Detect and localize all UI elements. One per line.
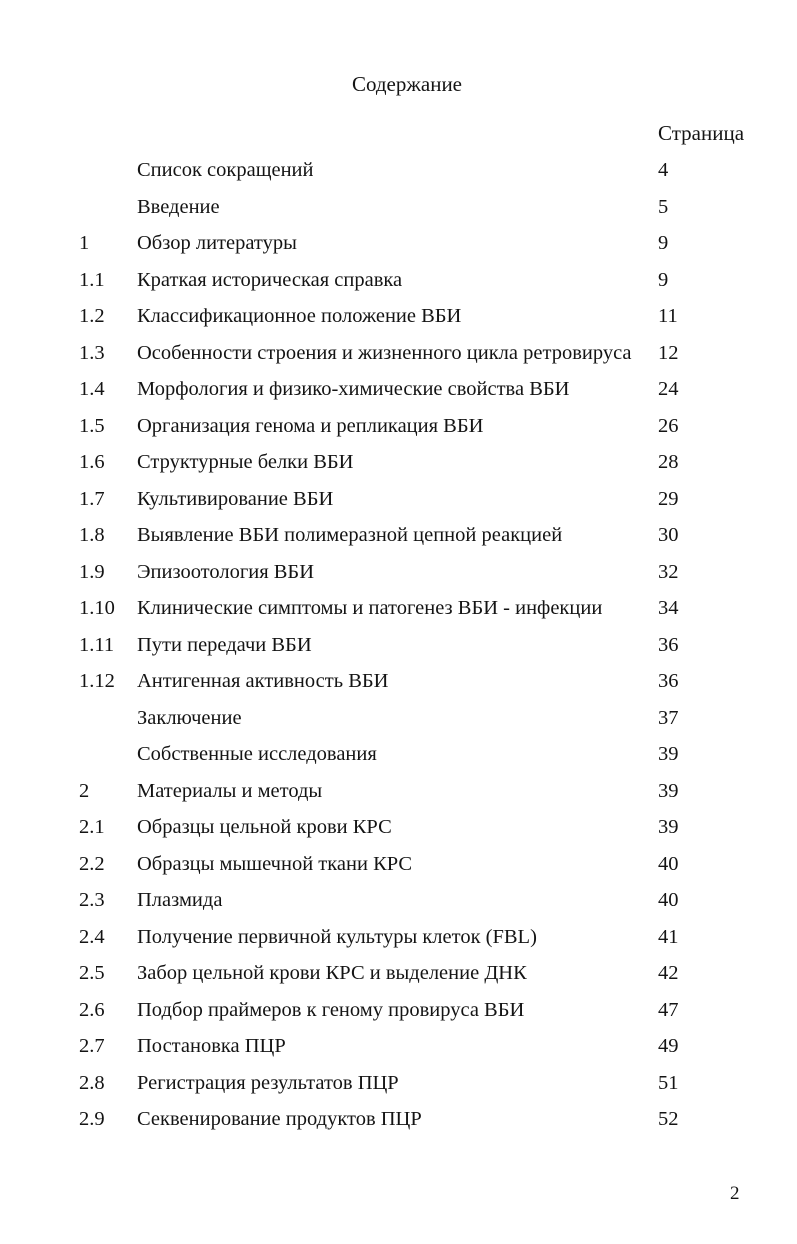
toc-row bbox=[0, 338, 797, 368]
section-page: 12 bbox=[658, 342, 679, 364]
section-title: Список сокращений bbox=[137, 159, 314, 181]
section-number: 1.10 bbox=[79, 597, 115, 619]
section-title: Эпизоотология ВБИ bbox=[137, 561, 315, 583]
section-page: 9 bbox=[658, 232, 669, 254]
toc-row bbox=[0, 1104, 797, 1134]
section-title: Постановка ПЦР bbox=[137, 1035, 286, 1057]
toc-row bbox=[0, 630, 797, 660]
section-page: 32 bbox=[658, 561, 679, 583]
section-page: 47 bbox=[658, 999, 679, 1021]
page-column-header: Страница bbox=[658, 121, 745, 145]
section-title: Собственные исследования bbox=[137, 743, 377, 765]
toc-row bbox=[0, 776, 797, 806]
toc-row bbox=[0, 155, 797, 185]
section-page: 41 bbox=[658, 926, 679, 948]
section-page: 36 bbox=[658, 670, 679, 692]
section-page: 39 bbox=[658, 743, 679, 765]
section-title: Антигенная активность ВБИ bbox=[137, 670, 389, 692]
toc-row bbox=[0, 703, 797, 733]
section-page: 39 bbox=[658, 780, 679, 802]
toc-row bbox=[0, 1031, 797, 1061]
toc-row bbox=[0, 557, 797, 587]
section-number: 2.6 bbox=[79, 999, 105, 1021]
section-page: 29 bbox=[658, 488, 679, 510]
section-page: 39 bbox=[658, 816, 679, 838]
section-title: Морфология и физико-химические свойства ВБИ bbox=[137, 378, 570, 400]
section-title: Образцы мышечной ткани КРС bbox=[137, 853, 413, 875]
toc-row bbox=[0, 1068, 797, 1098]
section-number: 1.11 bbox=[79, 634, 115, 656]
section-title: Культивирование ВБИ bbox=[137, 488, 334, 510]
section-number: 2 bbox=[79, 780, 90, 802]
section-title: Образцы цельной крови КРС bbox=[137, 816, 392, 838]
section-number: 2.1 bbox=[79, 816, 105, 838]
section-number: 2.8 bbox=[79, 1072, 105, 1094]
section-number: 1.1 bbox=[79, 269, 105, 291]
section-page: 51 bbox=[658, 1072, 679, 1094]
section-page: 4 bbox=[658, 159, 669, 181]
section-title: Особенности строения и жизненного цикла ретровируса bbox=[137, 342, 632, 364]
section-number: 1.2 bbox=[79, 305, 105, 327]
section-title: Плазмида bbox=[137, 889, 223, 911]
section-number: 1.12 bbox=[79, 670, 115, 692]
toc-row bbox=[0, 411, 797, 441]
section-title: Получение первичной культуры клеток (FBL) bbox=[137, 926, 537, 948]
section-page: 5 bbox=[658, 196, 669, 218]
toc-row bbox=[0, 922, 797, 952]
section-number: 2.2 bbox=[79, 853, 105, 875]
section-number: 2.3 bbox=[79, 889, 105, 911]
section-page: 9 bbox=[658, 269, 669, 291]
section-title: Организация генома и репликация ВБИ bbox=[137, 415, 484, 437]
section-title: Заключение bbox=[137, 707, 242, 729]
section-title: Обзор литературы bbox=[137, 232, 297, 254]
section-number: 1 bbox=[79, 232, 90, 254]
section-page: 42 bbox=[658, 962, 679, 984]
section-title: Забор цельной крови КРС и выделение ДНК bbox=[137, 962, 527, 984]
toc-row bbox=[0, 666, 797, 696]
toc-row bbox=[0, 374, 797, 404]
section-title: Краткая историческая справка bbox=[137, 269, 403, 291]
toc-row bbox=[0, 447, 797, 477]
section-title: Регистрация результатов ПЦР bbox=[137, 1072, 399, 1094]
section-page: 40 bbox=[658, 889, 679, 911]
section-title: Клинические симптомы и патогенез ВБИ - инфекции bbox=[137, 597, 603, 619]
toc-row bbox=[0, 228, 797, 258]
section-number: 1.9 bbox=[79, 561, 105, 583]
section-page: 40 bbox=[658, 853, 679, 875]
toc-row bbox=[0, 885, 797, 915]
section-title: Пути передачи ВБИ bbox=[137, 634, 312, 656]
section-number: 1.6 bbox=[79, 451, 105, 473]
section-number: 1.7 bbox=[79, 488, 105, 510]
section-page: 36 bbox=[658, 634, 679, 656]
toc-row bbox=[0, 739, 797, 769]
section-title: Классификационное положение ВБИ bbox=[137, 305, 462, 327]
toc-row bbox=[0, 520, 797, 550]
section-number: 1.3 bbox=[79, 342, 105, 364]
toc-row bbox=[0, 593, 797, 623]
section-page: 34 bbox=[658, 597, 679, 619]
toc-row bbox=[0, 301, 797, 331]
section-number: 1.4 bbox=[79, 378, 105, 400]
section-page: 30 bbox=[658, 524, 679, 546]
toc-row bbox=[0, 484, 797, 514]
section-number: 2.7 bbox=[79, 1035, 105, 1057]
toc-row bbox=[0, 958, 797, 988]
section-title: Секвенирование продуктов ПЦР bbox=[137, 1108, 422, 1130]
section-page: 37 bbox=[658, 707, 679, 729]
section-number: 2.9 bbox=[79, 1108, 105, 1130]
toc-row bbox=[0, 812, 797, 842]
section-title: Материалы и методы bbox=[137, 780, 323, 802]
page-number: 2 bbox=[730, 1183, 740, 1204]
section-page: 49 bbox=[658, 1035, 679, 1057]
toc-row bbox=[0, 849, 797, 879]
section-page: 11 bbox=[658, 305, 678, 327]
section-page: 28 bbox=[658, 451, 679, 473]
page-title: Содержание bbox=[351, 72, 463, 96]
section-number: 2.5 bbox=[79, 962, 105, 984]
section-page: 52 bbox=[658, 1108, 679, 1130]
section-title: Подбор праймеров к геному провируса ВБИ bbox=[137, 999, 525, 1021]
toc-row bbox=[0, 265, 797, 295]
section-title: Введение bbox=[137, 196, 220, 218]
section-page: 26 bbox=[658, 415, 679, 437]
toc-row bbox=[0, 995, 797, 1025]
section-number: 1.5 bbox=[79, 415, 105, 437]
section-number: 2.4 bbox=[79, 926, 105, 948]
section-number: 1.8 bbox=[79, 524, 105, 546]
section-title: Выявление ВБИ полимеразной цепной реакцией bbox=[137, 524, 563, 546]
section-title: Структурные белки ВБИ bbox=[137, 451, 354, 473]
toc-row bbox=[0, 192, 797, 222]
section-page: 24 bbox=[658, 378, 679, 400]
